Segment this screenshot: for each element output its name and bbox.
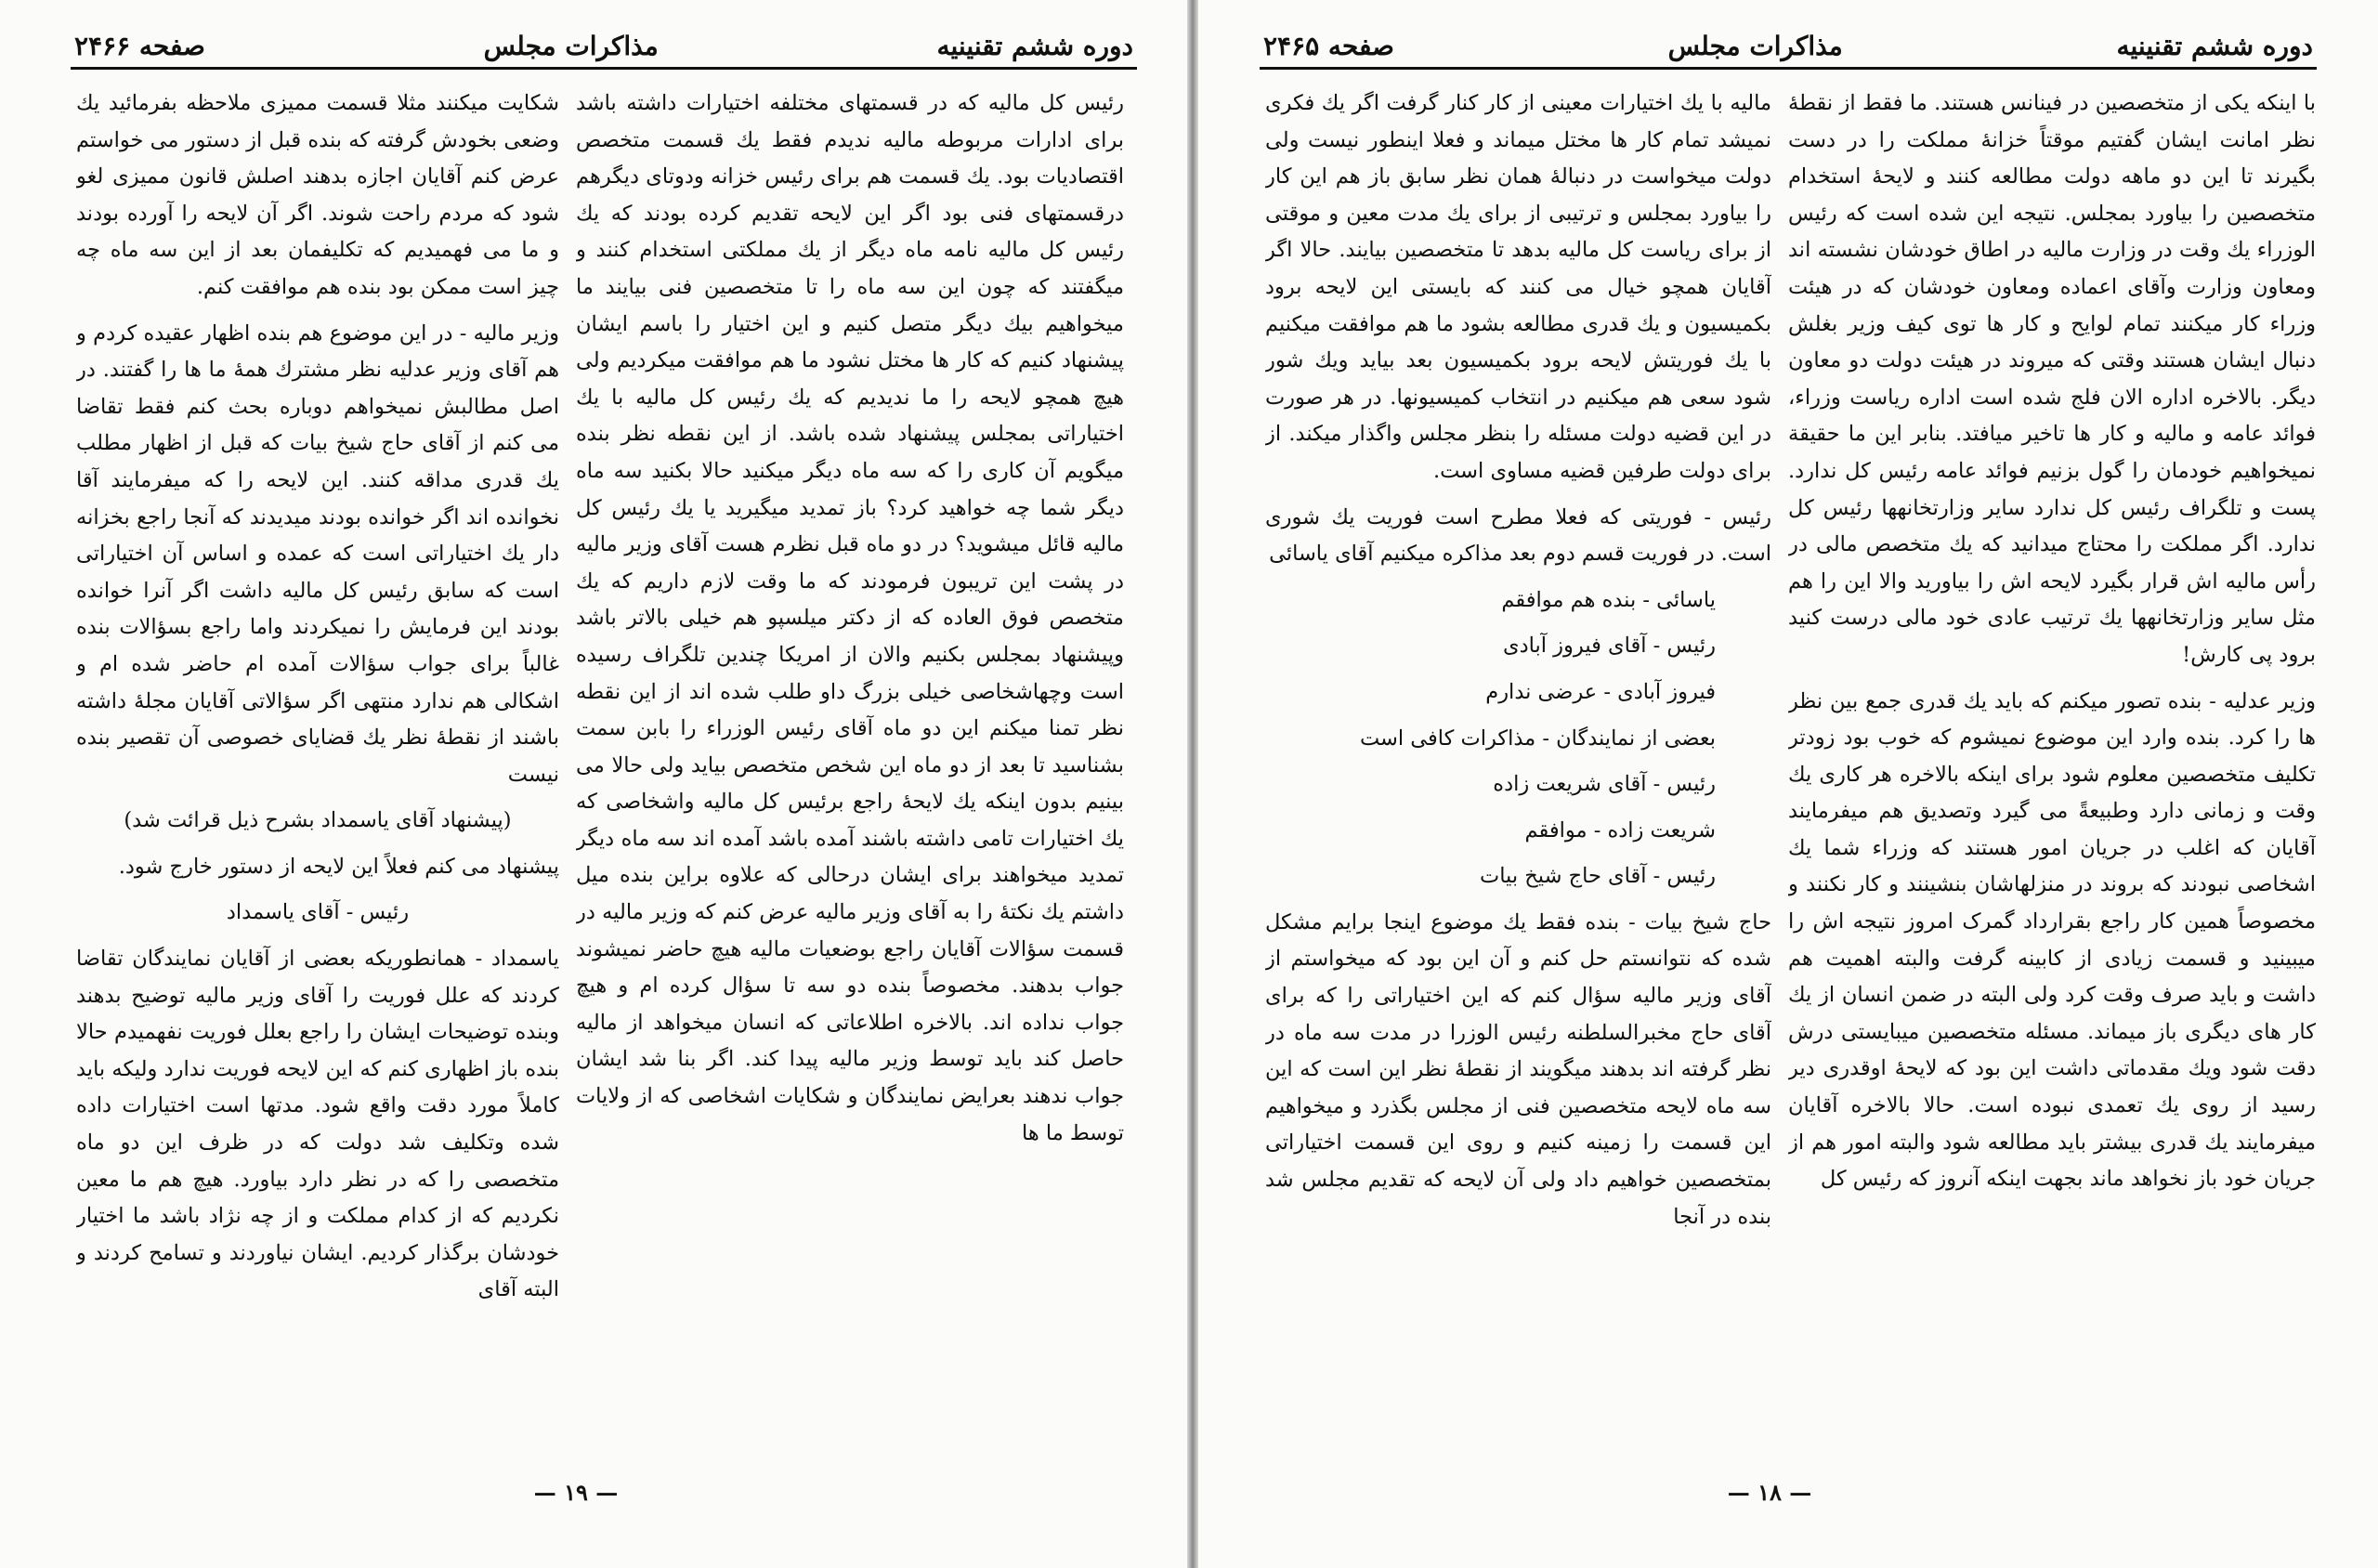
paragraph: وزیر عدلیه - بنده تصور میکنم که باید یك قدری جمع بین نظر ها را کرد. بنده وارد این موضوع نمیشوم که خوب بود زودتر تکلیف متخصصین معلوم شود برای اینکه بالاخره هر کاری یك وقت و زمانی دارد وطبیعةً می گیرد وتصدیق هم میفرمایند آقایان که اغلب در جریان امور هستند که وزراء شما یك اشخاصی نبودند که بروند در منزلهاشان بنشینند و کار نکنند و مخصوصاً همین کار راجع بقرارداد گمرک امروز نتیجه اش را میبینید و قسمت زیادی از کابینه گرفت والبته اهمیت هم داشت و باید صرف وقت کرد ولی البته در ضمن انسان از یك کار های دیگری باز میماند. مسئله متخصصین میبایستی درش دقت شود ویك مقدماتی داشت این بود که لایحهٔ اوقدری دیر رسید از روی یك تعمدی نبوده است. حالا بالاخره آقایان میفرمایند یك قدری بیشتر باید مطالعه شود والبته امور هم از جریان خود باز نخواهد ماند بجهت اینکه آنروز که رئیس کل [1788, 688, 2316, 1192]
right-page [1198, 0, 2378, 1568]
left-header-rule [71, 67, 1137, 70]
paragraph: وزیر مالیه - در این موضوع هم بنده اظهار عقیده کردم و هم آقای وزیر عدلیه نظر مشترك همهٔ ما ها را گفتند. در اصل مطالبش نمیخواهم دوباره بحث کنم فقط تقاضا می کنم از آقای حاج شیخ بیات که قبل از اظهار مطلب یك قدری مداقه کنند. این لایحه را که میفرمایند آقا نخوانده اند اگر خوانده بودند میدیدند که آنجا راجع بخزانه دار یك اختیاراتی است که عمده و اساس آن اختیاراتی است که سابق رئیس کل مالیه داشت اگر آنرا خوانده بودند این فرمایش را نمیکردند واما راجع بسؤالات بنده غالباً برای جواب سؤالات آمده ام حاضر شده ام و اشکالی هم ندارد منتهی اگر سؤالاتی آقایان مجلهٔ داشته باشند از نقطهٔ نظر یك قضایای خصوصی آن تقصیر بنده نیست [76, 320, 559, 787]
left-page-left-column [76, 85, 559, 1470]
paragraph: حاج شیخ بیات - بنده فقط یك موضوع اینجا برایم مشکل شده که نتوانستم حل کنم و آن این بود که میخواستم از آقای وزیر مالیه سؤال کنم که این اختیاراتی را که برای آقای حاج مخبرالسلطنه رئیس الوزرا در مدت سه ماه در نظر گرفته اند بدهند میگویند از نقطهٔ نظر این است که این سه ماه لایحه متخصصین فنی از مجلس بگذرد و میخواهیم این قسمت را زمینه کنیم و روی این قسمت اختیاراتی بمتخصصین خواهیم داد ولی آن لایحه که تقدیم مجلس شد بنده در آنجا [1265, 909, 1771, 1229]
right-header-session: دوره ششم تقنینیه [2116, 30, 2313, 61]
proposal-heading: (پیشنهاد آقای یاسمداد بشرح ذیل قرائت شد) [124, 808, 512, 833]
left-header-session: دوره ششم تقنینیه [936, 30, 1133, 61]
paragraph: مالیه با یك اختیارات معینی از کار کنار گرفت اگر یك فکری نمیشد تمام کار ها مختل میماند و فعلا اینطور نیست ولی دولت میخواست در دنبالهٔ همان نظر سابق باز هم این کار را بیاورد بمجلس و ترتیبی از برای یك مدت معین و موقتی از برای ریاست کل مالیه بدهد تا متخصصین بیایند. حالا اگر آقایان همچو خیال می کنند که بایستی این لایحه برود بکمیسیون و یك قدری مطالعه بشود ما هم موافقت میکنیم با یك فوریتش لایحه برود بکمیسیون بعد بیاید ویك شور شود سعی هم میکنیم در انتخاب کمیسیونها. در هر صورت در این قضیه دولت مسئله را بنظر مجلس واگذار میکند. از برای دولت طرفین قضیه مساوی است. [1265, 91, 1771, 483]
speaker-line: فیروز آبادی - عرضی ندارم [1485, 679, 1716, 704]
right-page-folio: — ۱۸ — [1727, 1479, 1812, 1506]
right-header-rule [1260, 67, 2317, 70]
paragraph: پیشنهاد می کنم فعلاً این لایحه از دستور خارج شود. [118, 854, 559, 879]
book-gutter [1187, 0, 1198, 1568]
speaker-line: رئیس - آقای حاج شیخ بیات [1480, 864, 1716, 889]
speaker-line: یاسائی - بنده هم موافقم [1501, 587, 1716, 612]
paragraph: رئیس - فوریتی که فعلا مطرح است فوریت یك شوری است. در فوریت قسم دوم بعد مذاکره میکنیم آقای یاسائی [1265, 504, 1771, 567]
paragraph: با اینکه یکی از متخصصین در فینانس هستند. ما فقط از نقطهٔ نظر امانت ایشان گفتیم موقتاً خزانهٔ مملکت را در دست بگیرند تا این دو ماهه دولت مطالعه کنند و لایحهٔ استخدام متخصصین را بیاورد بمجلس. نتیجه این شده است که رئیس الوزراء یك وقت در وزارت مالیه در اطاق خودشان نشسته اند ومعاون وزارت وآقای اعماده ومعاون خودشان که در هیئت وزراء کار میکنند تمام لوایح و کار ها توی کیف وزیر بغلش دنبال ایشان هستند وقتی که میروند در هیئت دولت دو معاون دیگر. بالاخره اداره الان فلج شده است اداره ریاست وزراء، فوائد عامه و مالیه و کار ها تاخیر میافتد. بنابر این ما حقیقة نمیخواهیم خودمان را گول بزنیم فوائد عامه رئیس کل ندارد. پست و تلگراف رئیس کل ندارد سایر وزارتخانهها رئیس کل ندارد. اگر مملکت را محتاج میدانید که یك متخصص مالی در رأس مالیه اش قرار بگیرد لایحه اش را بیاورید والا این را هم مثل سایر وزارتخانهها یك ترتیب عادی خود مالی درست کنید برود پی کارش! [1788, 91, 2316, 667]
left-page-header [74, 26, 1133, 65]
paragraph: یاسمداد - همانطوریکه بعضی از آقایان نمایندگان تقاضا کردند که علل فوریت را آقای وزیر مالیه توضیح بدهند وبنده توضیحات ایشان را راجع بعلل فوریت نفهمیدم حالا بنده باز اظهاری کنم که این لایحه فوریت ندارد ولیکه باید کاملاً مورد دقت واقع شود. مدتها است اختیارات داده شده وتکلیف شد دولت که در ظرف این دو ماه متخصصی را که در نظر دارد بیاورد. هیچ هم ما معین نکردیم که از کدام مملکت و از چه نژاد باشد ما اختیار خودشان برگذار کردیم. ایشان نیاوردند و تسامح کردند و البته آقای [76, 947, 559, 1302]
paragraph: شکایت میکنند مثلا قسمت ممیزی ملاحظه بفرمائید یك وضعی بخودش گرفته که بنده قبل از دستور می خواستم عرض کنم آقایان اجازه بدهند اصلش قانون ممیزی لغو شود که مردم راحت شوند. اگر آن لایحه را آورده بودند و ما می فهمیدیم که تکلیفمان بعد از این سه ماه چه چیز است ممکن بود بنده هم موافقت کنم. [76, 91, 559, 299]
left-page [0, 0, 1187, 1568]
speaker-line: رئیس - آقای شریعت زاده [1493, 772, 1716, 797]
speaker-line: رئیس - آقای یاسمداد [226, 900, 410, 925]
paragraph: رئیس کل مالیه که در قسمتهای مختلفه اختیارات داشته باشد برای ادارات مربوطه مالیه ندیدم فقط یك قسمت متخصص اقتصادیات بود. یك قسمت هم برای رئیس خزانه ودوتای دیگرهم درقسمتهای فنی بود اگر این لایحه تقدیم کرده بودند که یك رئیس کل مالیه نامه ماه دیگر از یك مملکتی استخدام کنند و میگفتند که چون این سه ماه را تا متخصصین فنی بیایند ما میخواهیم بیك دیگر متصل کنیم و این اختیار را باسم ایشان پیشنهاد کنیم که کار ها مختل نشود ما هم موافقت میکردیم ولی هیچ همچو لایحه را ما ندیدیم که یك رئیس کل مالیه با یك اختیاراتی بمجلس پیشنهاد شده باشد. از این نقطه نظر بنده میگویم آن کاری را که سه ماه دیگر میکنید حالا بکنید سه ماه دیگر شما چه خواهید کرد؟ باز تمدید میگیرید یا یك رئیس کل مالیه قائل میشوید؟ در دو ماه قبل نظرم هست آقای وزیر مالیه در پشت این تریبون فرمودند که ما وقت لازم داریم که یك متخصص فوق العاده که از دکتر میلسپو هم خیلی بالاتر باشد وپیشنهاد بمجلس بکنیم والان از امریکا چندین تلگراف رسیده است وچهاشخاصی خیلی بزرگ داو طلب شده اند از این نقطه نظر تمنا میکنم این دو ماه آقای رئیس الوزراء را بابن سمت بشناسید تا بعد از دو ماه این شخص متخصص بیاید ولی حالا می بینیم بدون اینکه یك لایحهٔ راجع برئیس کل مالیه واشخاصی که یك اختیارات تامی داشته باشند آمده باشد آمده اند سه ماه دیگر تمدید میخواهند برای ایشان درحالی که علاوه براین بنده میل داشتم یك نکتهٔ را به آقای وزیر مالیه عرض کنم که وزیر مالیه در قسمت سؤالات آقایان راجع بوضعیات مالیه هیچ حاضر نمیشوند جواب بدهند. مخصوصاً بنده دو سه تا سؤال کرده ام و هیچ جواب نداده اند. بالاخره اطلاعاتی که انسان میخواهد از مالیه حاصل کند باید توسط وزیر مالیه پیدا کند. اگر بنا شد ایشان جواب ندهند بعرایض نمایندگان و شکایات اشخاصی که از ولایات توسط ما ها [576, 91, 1124, 1145]
speaker-line: بعضی از نمایندگان - مذاکرات کافی است [1359, 725, 1716, 751]
speaker-line: شریعت زاده - موافقم [1524, 817, 1716, 843]
left-page-right-column [576, 85, 1124, 1470]
left-page-folio: — ۱۹ — [533, 1479, 619, 1506]
right-page-header [1263, 26, 2313, 65]
right-header-title: مذاکرات مجلس [1667, 30, 1843, 61]
right-page-left-column [1265, 85, 1771, 1470]
left-header-page-number: صفحه ۲۴۶۶ [74, 30, 205, 61]
right-header-page-number: صفحه ۲۴۶۵ [1263, 30, 1394, 61]
right-page-right-column [1788, 85, 2316, 1470]
left-header-title: مذاکرات مجلس [483, 30, 659, 61]
speaker-line: رئیس - آقای فیروز آبادی [1503, 634, 1716, 659]
